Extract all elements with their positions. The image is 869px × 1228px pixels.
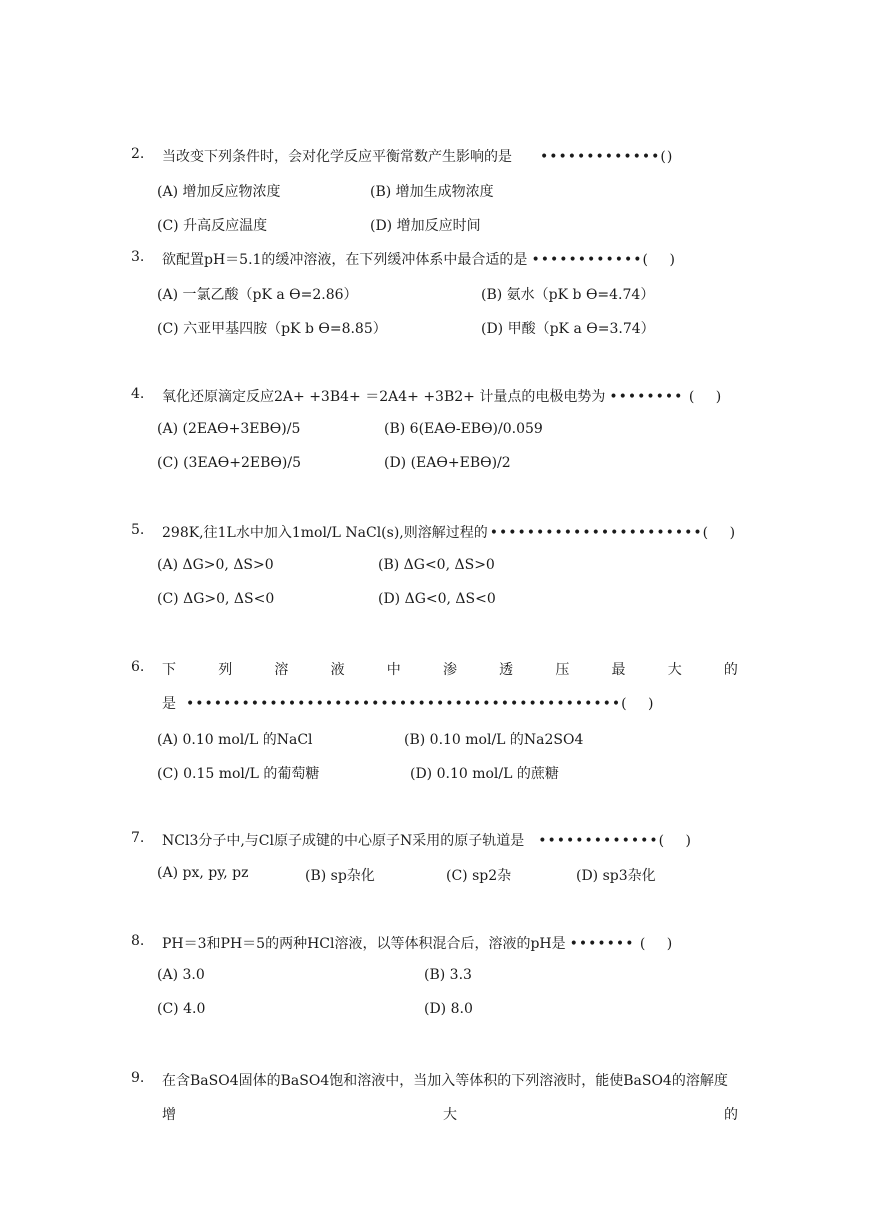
option-d: (D) 0.10 mol/L 的蔗糖: [410, 766, 559, 782]
option-a: (A) ΔG>0, ΔS>0: [157, 557, 274, 573]
option-a: (A) 一氯乙酸（pK a ϴ=2.86）: [157, 287, 358, 303]
option-d: (D) 增加反应时间: [370, 218, 481, 234]
option-c: (C) 升高反应温度: [157, 218, 268, 234]
option-b: (B) 3.3: [424, 967, 472, 983]
question-number: 4.: [131, 386, 145, 402]
question-number: 2.: [131, 146, 145, 162]
question-number: 5.: [131, 522, 145, 538]
option-d: (D) 甲酸（pK a ϴ=3.74）: [481, 321, 655, 337]
option-c: (C) sp2杂: [446, 868, 512, 884]
option-a: (A) (2EAϴ+3EBϴ)/5: [157, 421, 301, 437]
question-number: 6.: [131, 659, 145, 675]
option-c: (C) 0.15 mol/L 的葡萄糖: [157, 766, 320, 782]
option-d: (D) ΔG<0, ΔS<0: [378, 591, 496, 607]
option-c: (C) 4.0: [157, 1001, 206, 1017]
option-a: (A) 增加反应物浓度: [157, 184, 281, 200]
option-c: (C) 六亚甲基四胺（pK b ϴ=8.85）: [157, 321, 387, 337]
option-b: (B) ΔG<0, ΔS>0: [378, 557, 495, 573]
question-stem: 氧化还原滴定反应2A+ +3B4+ ＝2A4+ +3B2+ 计量点的电极电势为 •••••••• ( ): [162, 389, 723, 405]
option-b: (B) sp杂化: [305, 868, 375, 884]
question-stem: NCl3分子中,与Cl原子成键的中心原子N采用的原子轨道是 •••••••••••••( ): [162, 833, 692, 849]
option-d: (D) sp3杂化: [576, 868, 656, 884]
question-stem-spread: 增 大 的: [162, 1107, 738, 1123]
question-number: 3.: [131, 249, 145, 265]
question-stem: 当改变下列条件时，会对化学反应平衡常数产生影响的是 •••••••••••••(): [162, 149, 674, 165]
question-number: 7.: [131, 830, 145, 846]
option-c: (C) ΔG>0, ΔS<0: [157, 591, 275, 607]
question-stem: 欲配置pH＝5.1的缓冲溶液，在下列缓冲体系中最合适的是 ••••••••••••( ): [162, 252, 676, 268]
question-stem: 在含BaSO4固体的BaSO4饱和溶液中，当加入等体积的下列溶液时，能使BaSO4的溶解度: [162, 1073, 728, 1089]
question-stem: 298K,往1L水中加入1mol/L NaCl(s),则溶解过程的 •••••••••••••••••••••••( ): [162, 525, 737, 541]
option-a: (A) 0.10 mol/L 的NaCl: [157, 732, 313, 748]
option-b: (B) 氨水（pK b ϴ=4.74）: [481, 287, 655, 303]
option-c: (C) (3EAϴ+2EBϴ)/5: [157, 455, 301, 471]
option-b: (B) 6(EAϴ-EBϴ)/0.059: [384, 421, 543, 437]
question-number: 8.: [131, 933, 145, 949]
question-stem: PH＝3和PH＝5的两种HCl溶液，以等体积混合后，溶液的pH是 ••••••• ( ): [162, 936, 674, 952]
option-b: (B) 0.10 mol/L 的Na2SO4: [404, 732, 584, 748]
option-d: (D) 8.0: [424, 1001, 473, 1017]
option-a: (A) 3.0: [157, 967, 205, 983]
question-stem-spread: 下 列 溶 液 中 渗 透 压 最 大 的: [162, 662, 738, 678]
option-d: (D) (EAϴ+EBϴ)/2: [384, 455, 511, 471]
question-stem-continued: 是 •••••••••••••••••••••••••••••••••••••••••••••••( ): [162, 696, 655, 712]
option-b: (B) 增加生成物浓度: [370, 184, 494, 200]
question-number: 9.: [131, 1070, 145, 1086]
option-a: (A) px, py, pz: [157, 865, 249, 881]
